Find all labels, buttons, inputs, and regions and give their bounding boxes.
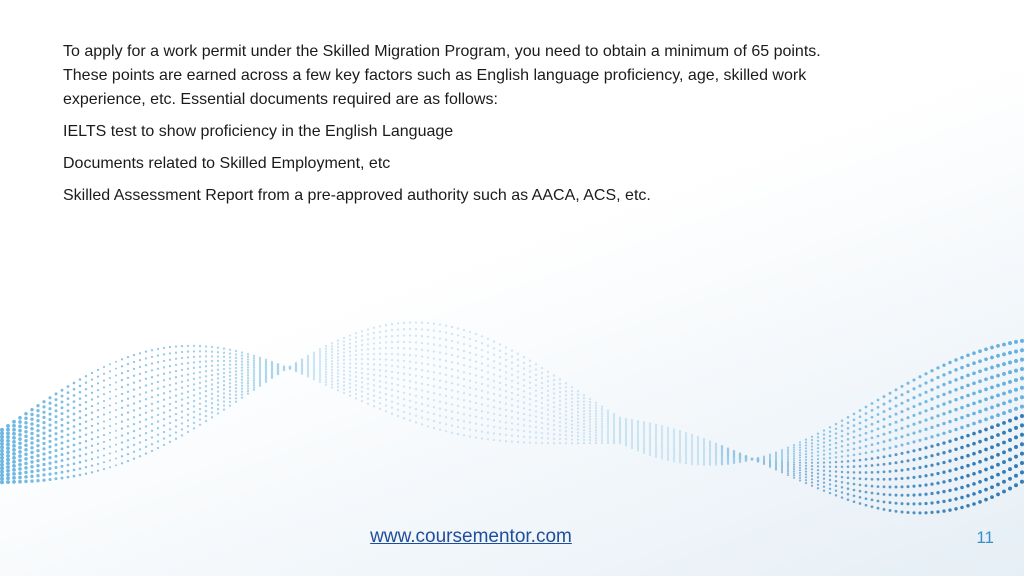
wave-dots (0, 321, 1024, 514)
slide-body (63, 40, 863, 216)
page-number: 11 (976, 528, 994, 547)
website-link[interactable]: www.coursementor.com (370, 526, 572, 547)
intro-paragraph: To apply for a work permit under the Skilled Migration Program, you need to obtain a minimum of 65 points. These points are earned across a few key factors such as English language proficiency, age, skilled work experience, etc. Essential documents required are as follows: (63, 43, 821, 108)
requirement-item: IELTS test to show proficiency in the English Language (63, 123, 454, 140)
requirement-item: Documents related to Skilled Employment, etc (63, 155, 391, 172)
requirement-item: Skilled Assessment Report from a pre-approved authority such as AACA, ACS, etc. (63, 187, 651, 204)
